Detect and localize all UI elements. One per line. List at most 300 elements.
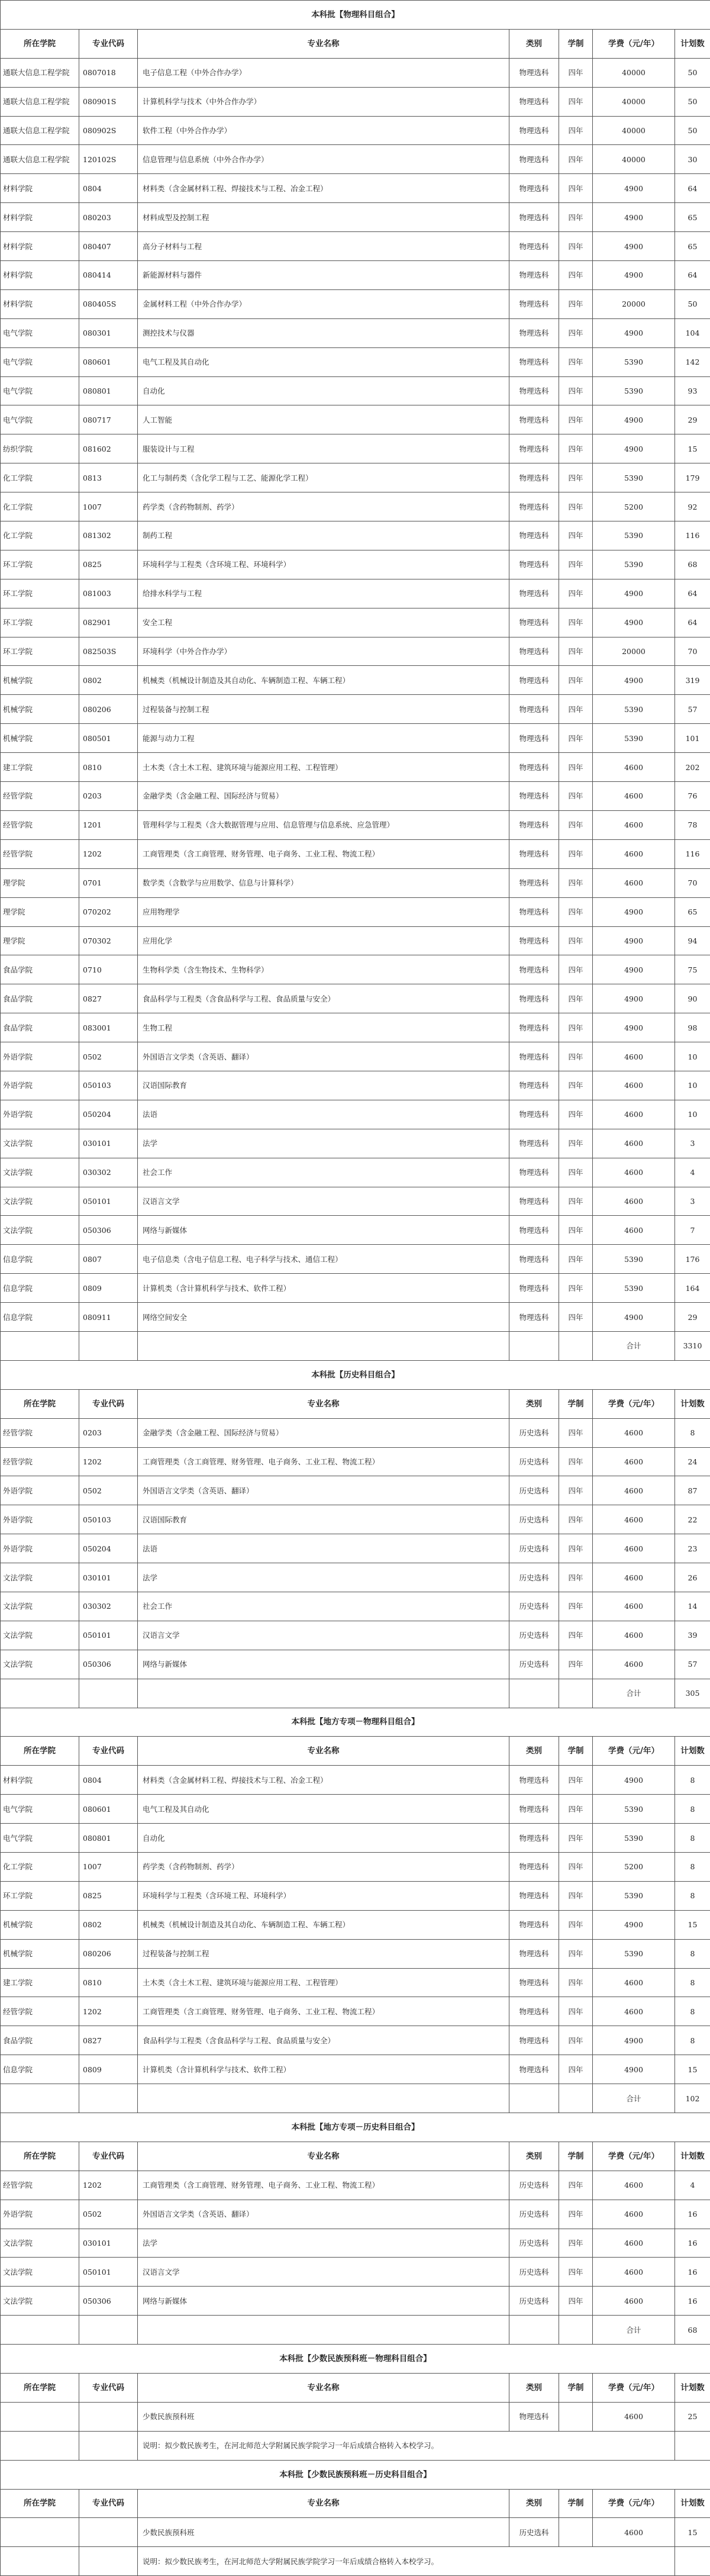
table-row [1,782,710,811]
major-name-cell: 过程装备与控制工程 [138,695,509,724]
major-name-cell: 计算机类（含计算机科学与技术、软件工程） [138,2055,509,2084]
table-row [1,753,710,782]
plan-count-cell: 319 [675,666,710,695]
table-row [1,666,710,695]
tuition-cell: 4600 [593,2287,675,2316]
table-row [1,839,710,868]
school-cell: 环工学院 [1,608,79,637]
empty-cell [559,1331,593,1360]
duration-cell: 四年 [559,2200,593,2229]
school-cell [1,2402,79,2431]
category-cell: 物理选科 [509,955,559,984]
table-row [1,1100,710,1129]
category-cell: 历史选科 [509,1505,559,1534]
tuition-cell: 4600 [593,1476,675,1505]
header-category: 类别 [509,1737,559,1766]
plan-count-cell: 179 [675,463,710,492]
code-cell: 070202 [79,897,138,926]
header-tuition: 学费（元/年） [593,2374,675,2403]
header-plan-count: 计划数 [675,29,710,58]
category-cell: 物理选科 [509,695,559,724]
duration-cell: 四年 [559,318,593,347]
empty-cell [79,1679,138,1708]
code-cell: 0203 [79,1418,138,1447]
plan-count-cell: 15 [675,2055,710,2084]
plan-count-cell: 16 [675,2229,710,2258]
plan-count-cell: 10 [675,1042,710,1071]
header-code: 专业代码 [79,1389,138,1418]
table-row [1,1853,710,1882]
code-cell: 0710 [79,955,138,984]
code-cell: 050101 [79,2258,138,2287]
table-row [1,203,710,232]
major-name-cell: 网络空间安全 [138,1303,509,1332]
duration-cell: 四年 [559,1881,593,1910]
category-cell: 物理选科 [509,753,559,782]
total-label: 合计 [593,1679,675,1708]
code-cell: 030101 [79,1563,138,1592]
school-cell: 理学院 [1,897,79,926]
tuition-cell: 4600 [593,1071,675,1100]
plan-count-cell: 65 [675,897,710,926]
plan-count-cell: 16 [675,2287,710,2316]
category-cell: 历史选科 [509,1621,559,1650]
code-cell: 1007 [79,1853,138,1882]
empty-cell [79,2316,138,2345]
plan-count-cell: 98 [675,1013,710,1042]
school-cell: 食品学院 [1,1013,79,1042]
code-cell: 0807018 [79,58,138,87]
plan-count-cell: 64 [675,174,710,203]
header-school: 所在学院 [1,29,79,58]
tuition-cell: 4600 [593,868,675,897]
header-category: 类别 [509,2374,559,2403]
duration-cell: 四年 [559,782,593,811]
table-row [1,1766,710,1795]
table-row [1,1158,710,1187]
major-name-cell: 工商管理类（含工商管理、财务管理、电子商务、工业工程、物流工程） [138,839,509,868]
duration-cell: 四年 [559,347,593,376]
tuition-cell: 5200 [593,1853,675,1882]
school-cell: 食品学院 [1,984,79,1013]
category-cell: 物理选科 [509,1968,559,1997]
plan-count-cell: 202 [675,753,710,782]
school-cell: 信息学院 [1,1303,79,1332]
category-cell: 物理选科 [509,782,559,811]
plan-count-cell: 64 [675,608,710,637]
duration-cell: 四年 [559,839,593,868]
major-name-cell: 食品科学与工程类（含食品科学与工程、食品质量与安全） [138,984,509,1013]
school-cell: 文法学院 [1,2229,79,2258]
code-cell: 1202 [79,839,138,868]
major-name-cell: 电子信息工程（中外合作办学） [138,58,509,87]
total-row [1,1679,710,1708]
category-cell: 物理选科 [509,318,559,347]
code-cell: 0825 [79,1881,138,1910]
header-major-name: 专业名称 [138,1737,509,1766]
tuition-cell: 4900 [593,1303,675,1332]
school-cell: 理学院 [1,868,79,897]
table-row [1,1129,710,1158]
tuition-cell: 4600 [593,1968,675,1997]
duration-cell: 四年 [559,2026,593,2055]
table-row [1,955,710,984]
tuition-cell: 4900 [593,666,675,695]
category-cell: 历史选科 [509,1563,559,1592]
header-plan-count: 计划数 [675,2489,710,2518]
school-cell: 食品学院 [1,955,79,984]
major-name-cell: 给排水科学与工程 [138,579,509,608]
category-cell: 物理选科 [509,289,559,318]
major-name-cell: 网络与新媒体 [138,2287,509,2316]
tuition-cell: 4600 [593,2518,675,2547]
school-cell: 文法学院 [1,1650,79,1679]
code-cell: 0804 [79,174,138,203]
table-row [1,868,710,897]
tuition-cell: 4600 [593,2258,675,2287]
school-cell [1,2518,79,2547]
school-cell: 外语学院 [1,1042,79,1071]
school-cell: 文法学院 [1,1563,79,1592]
duration-cell: 四年 [559,376,593,405]
category-cell: 历史选科 [509,2518,559,2547]
header-code: 专业代码 [79,1737,138,1766]
plan-count-cell: 14 [675,1592,710,1621]
tuition-cell: 4600 [593,2229,675,2258]
note-text: 说明：拟少数民族考生，在河北师范大学附属民族学院学习一年后成绩合格转入本校学习。 [138,2431,675,2460]
major-name-cell: 外国语言文学类（含英语、翻译） [138,1476,509,1505]
category-cell: 物理选科 [509,1100,559,1129]
header-tuition: 学费（元/年） [593,2142,675,2171]
duration-cell: 四年 [559,1418,593,1447]
table-row [1,492,710,521]
table-row [1,1997,710,2026]
plan-count-cell: 101 [675,724,710,753]
school-cell: 材料学院 [1,261,79,290]
major-name-cell: 少数民族预科班 [138,2518,509,2547]
tuition-cell: 4600 [593,839,675,868]
school-cell: 电气学院 [1,376,79,405]
category-cell: 物理选科 [509,666,559,695]
duration-cell: 四年 [559,1939,593,1968]
category-cell: 物理选科 [509,405,559,434]
empty-cell [1,1331,79,1360]
empty-cell [1,2547,79,2576]
total-value: 3310 [675,1331,710,1360]
major-name-cell: 电气工程及其自动化 [138,347,509,376]
duration-cell: 四年 [559,1187,593,1216]
plan-count-cell: 4 [675,1158,710,1187]
school-cell: 机械学院 [1,666,79,695]
total-row [1,1331,710,1360]
school-cell: 材料学院 [1,203,79,232]
tuition-cell: 4900 [593,608,675,637]
plan-count-cell: 64 [675,261,710,290]
duration-cell: 四年 [559,2258,593,2287]
duration-cell: 四年 [559,1476,593,1505]
major-name-cell: 自动化 [138,1824,509,1853]
duration-cell: 四年 [559,2287,593,2316]
duration-cell: 四年 [559,1216,593,1245]
table-row [1,232,710,261]
empty-cell [509,1331,559,1360]
school-cell: 通联大信息工程学院 [1,145,79,174]
category-cell: 物理选科 [509,58,559,87]
major-name-cell: 材料成型及控制工程 [138,203,509,232]
major-name-cell: 汉语国际教育 [138,1505,509,1534]
category-cell: 物理选科 [509,347,559,376]
plan-count-cell: 8 [675,1997,710,2026]
tuition-cell: 4600 [593,1592,675,1621]
category-cell: 物理选科 [509,810,559,839]
major-name-cell: 少数民族预科班 [138,2402,509,2431]
major-name-cell: 计算机科学与技术（中外合作办学） [138,87,509,116]
school-cell: 文法学院 [1,2287,79,2316]
header-duration: 学制 [559,1389,593,1418]
table-row [1,1968,710,1997]
duration-cell: 四年 [559,232,593,261]
school-cell: 纺织学院 [1,434,79,463]
major-name-cell: 高分子材料与工程 [138,232,509,261]
plan-count-cell: 8 [675,1968,710,1997]
major-name-cell: 汉语言文学 [138,1621,509,1650]
tuition-cell: 4600 [593,2200,675,2229]
table-row [1,1534,710,1563]
school-cell: 通联大信息工程学院 [1,116,79,145]
duration-cell: 四年 [559,1621,593,1650]
header-category: 类别 [509,2142,559,2171]
category-cell: 物理选科 [509,1187,559,1216]
category-cell: 物理选科 [509,1853,559,1882]
category-cell: 物理选科 [509,984,559,1013]
tuition-cell: 4900 [593,261,675,290]
major-name-cell: 机械类（机械设计制造及其自动化、车辆制造工程、车辆工程） [138,1910,509,1939]
major-name-cell: 法语 [138,1534,509,1563]
header-plan-count: 计划数 [675,1737,710,1766]
header-code: 专业代码 [79,29,138,58]
category-cell: 物理选科 [509,550,559,579]
duration-cell: 四年 [559,1563,593,1592]
code-cell: 080203 [79,203,138,232]
code-cell: 030101 [79,1129,138,1158]
code-cell: 0502 [79,2200,138,2229]
table-row [1,1476,710,1505]
code-cell: 080902S [79,116,138,145]
tuition-cell: 40000 [593,87,675,116]
code-cell: 0810 [79,753,138,782]
code-cell: 0802 [79,1910,138,1939]
duration-cell: 四年 [559,463,593,492]
school-cell: 文法学院 [1,2258,79,2287]
plan-count-cell: 142 [675,347,710,376]
tuition-cell: 4600 [593,1621,675,1650]
table-row [1,1795,710,1824]
category-cell: 历史选科 [509,1476,559,1505]
code-cell: 081602 [79,434,138,463]
section-title: 本科批【历史科目组合】 [1,1360,710,1389]
plan-count-cell: 65 [675,232,710,261]
tuition-cell: 4900 [593,1766,675,1795]
plan-count-cell: 15 [675,1910,710,1939]
total-value: 305 [675,1679,710,1708]
table-row [1,261,710,290]
tuition-cell: 5390 [593,1274,675,1303]
header-duration: 学制 [559,2489,593,2518]
duration-cell: 四年 [559,521,593,550]
column-header-row [1,1389,710,1418]
table-row [1,1245,710,1274]
plan-count-cell: 104 [675,318,710,347]
category-cell: 历史选科 [509,2171,559,2200]
major-name-cell: 金融学类（含金融工程、国际经济与贸易） [138,782,509,811]
table-body [1,1,710,2576]
category-cell: 物理选科 [509,434,559,463]
header-code: 专业代码 [79,2374,138,2403]
plan-count-cell: 15 [675,434,710,463]
duration-cell: 四年 [559,579,593,608]
plan-count-cell: 92 [675,492,710,521]
duration-cell: 四年 [559,810,593,839]
code-cell: 080801 [79,376,138,405]
category-cell: 物理选科 [509,897,559,926]
total-row [1,2084,710,2113]
tuition-cell: 4600 [593,1129,675,1158]
tuition-cell: 5390 [593,521,675,550]
school-cell: 环工学院 [1,579,79,608]
section-title: 本科批【少数民族预科班－历史科目组合】 [1,2460,710,2489]
tuition-cell: 4600 [593,1650,675,1679]
school-cell: 文法学院 [1,1129,79,1158]
duration-cell: 四年 [559,1824,593,1853]
category-cell: 物理选科 [509,261,559,290]
plan-count-cell: 22 [675,1505,710,1534]
table-row [1,463,710,492]
table-row [1,1621,710,1650]
plan-count-cell: 176 [675,1245,710,1274]
major-name-cell: 制药工程 [138,521,509,550]
header-school: 所在学院 [1,2142,79,2171]
code-cell: 080301 [79,318,138,347]
tuition-cell: 4600 [593,1042,675,1071]
header-tuition: 学费（元/年） [593,29,675,58]
major-name-cell: 应用化学 [138,926,509,955]
school-cell: 外语学院 [1,1534,79,1563]
code-cell: 080407 [79,232,138,261]
duration-cell: 四年 [559,1795,593,1824]
category-cell: 物理选科 [509,1274,559,1303]
plan-count-cell: 50 [675,58,710,87]
tuition-cell: 5390 [593,1795,675,1824]
major-name-cell: 社会工作 [138,1592,509,1621]
code-cell: 050103 [79,1505,138,1534]
school-cell: 材料学院 [1,289,79,318]
duration-cell: 四年 [559,116,593,145]
category-cell: 物理选科 [509,608,559,637]
duration-cell: 四年 [559,1447,593,1476]
category-cell: 历史选科 [509,1534,559,1563]
table-row [1,376,710,405]
tuition-cell: 4900 [593,174,675,203]
school-cell: 环工学院 [1,550,79,579]
empty-cell [138,2084,509,2113]
header-major-name: 专业名称 [138,29,509,58]
major-name-cell: 数学类（含数学与应用数学、信息与计算科学） [138,868,509,897]
code-cell: 082901 [79,608,138,637]
code-cell [79,2518,138,2547]
major-name-cell: 汉语言文学 [138,1187,509,1216]
category-cell: 物理选科 [509,1245,559,1274]
tuition-cell: 4600 [593,1997,675,2026]
code-cell: 0813 [79,463,138,492]
header-plan-count: 计划数 [675,1389,710,1418]
code-cell: 080601 [79,1795,138,1824]
table-row [1,1824,710,1853]
duration-cell: 四年 [559,203,593,232]
school-cell: 外语学院 [1,2200,79,2229]
duration-cell: 四年 [559,1013,593,1042]
duration-cell: 四年 [559,1303,593,1332]
category-cell: 物理选科 [509,1795,559,1824]
header-major-name: 专业名称 [138,2374,509,2403]
header-code: 专业代码 [79,2142,138,2171]
table-row [1,897,710,926]
category-cell: 物理选科 [509,1042,559,1071]
plan-count-cell: 87 [675,1476,710,1505]
plan-count-cell: 39 [675,1621,710,1650]
plan-count-cell: 29 [675,405,710,434]
major-name-cell: 法学 [138,1129,509,1158]
major-name-cell: 能源与动力工程 [138,724,509,753]
school-cell: 材料学院 [1,174,79,203]
empty-cell [138,2316,509,2345]
tuition-cell: 20000 [593,289,675,318]
code-cell: 070302 [79,926,138,955]
school-cell: 环工学院 [1,1881,79,1910]
duration-cell [559,2402,593,2431]
header-duration: 学制 [559,2374,593,2403]
duration-cell: 四年 [559,1650,593,1679]
table-row [1,1216,710,1245]
duration-cell: 四年 [559,145,593,174]
table-row [1,1013,710,1042]
school-cell: 电气学院 [1,318,79,347]
tuition-cell: 5390 [593,724,675,753]
category-cell: 历史选科 [509,1418,559,1447]
school-cell: 电气学院 [1,347,79,376]
duration-cell: 四年 [559,1245,593,1274]
empty-cell [509,2084,559,2113]
school-cell: 环工学院 [1,637,79,666]
duration-cell: 四年 [559,1592,593,1621]
header-school: 所在学院 [1,2374,79,2403]
header-tuition: 学费（元/年） [593,1389,675,1418]
code-cell: 080901S [79,87,138,116]
header-category: 类别 [509,1389,559,1418]
code-cell: 120102S [79,145,138,174]
tuition-cell: 5390 [593,695,675,724]
plan-count-cell: 64 [675,579,710,608]
code-cell: 0502 [79,1042,138,1071]
tuition-cell: 4900 [593,955,675,984]
duration-cell: 四年 [559,753,593,782]
major-name-cell: 社会工作 [138,1158,509,1187]
table-row [1,608,710,637]
plan-count-cell: 26 [675,1563,710,1592]
code-cell: 080717 [79,405,138,434]
table-row [1,2026,710,2055]
category-cell: 历史选科 [509,2258,559,2287]
category-cell: 物理选科 [509,1071,559,1100]
